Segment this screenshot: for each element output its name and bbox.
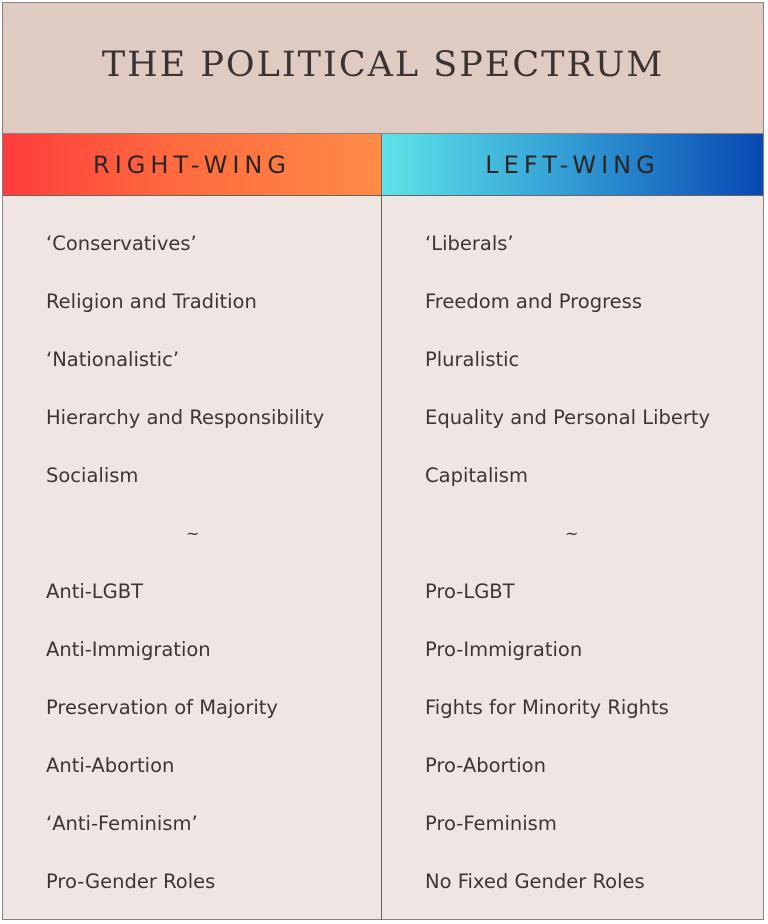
list-item: Religion and Tradition	[46, 290, 257, 313]
list-item: Capitalism	[425, 464, 528, 487]
list-item: Fights for Minority Rights	[425, 696, 669, 719]
list-item: Anti-LGBT	[46, 580, 144, 603]
list-item: Preservation of Majority	[46, 696, 278, 719]
list-item: Pro-Feminism	[425, 812, 557, 835]
spectrum-table	[2, 2, 764, 920]
title-band	[3, 3, 763, 134]
list-item: Freedom and Progress	[425, 290, 642, 313]
column-headers	[3, 134, 763, 196]
list-item: Socialism	[46, 464, 139, 487]
list-item: Pro-LGBT	[425, 580, 515, 603]
list-item: Hierarchy and Responsibility	[46, 406, 325, 429]
column-divider	[381, 134, 382, 920]
section-separator: ~	[565, 524, 579, 543]
list-item: Pluralistic	[425, 348, 520, 371]
list-item: No Fixed Gender Roles	[425, 870, 645, 893]
list-item: ‘Liberals’	[425, 232, 514, 255]
page-title: THE POLITICAL SPECTRUM	[101, 45, 665, 85]
list-item: Equality and Personal Liberty	[425, 406, 711, 429]
list-item: Pro-Abortion	[425, 754, 546, 777]
right-wing-list	[46, 196, 376, 920]
list-item: ‘Nationalistic’	[46, 348, 180, 371]
list-item: Pro-Immigration	[425, 638, 583, 661]
list-item: ‘Conservatives’	[46, 232, 197, 255]
list-item: Anti-Abortion	[46, 754, 175, 777]
list-item: Anti-Immigration	[46, 638, 211, 661]
section-separator: ~	[186, 524, 200, 543]
list-item: Pro-Gender Roles	[46, 870, 216, 893]
left-wing-list	[425, 196, 761, 920]
right-wing-header: RIGHT-WING	[3, 134, 381, 195]
list-item: ‘Anti-Feminism’	[46, 812, 198, 835]
left-wing-header: LEFT-WING	[382, 134, 763, 195]
